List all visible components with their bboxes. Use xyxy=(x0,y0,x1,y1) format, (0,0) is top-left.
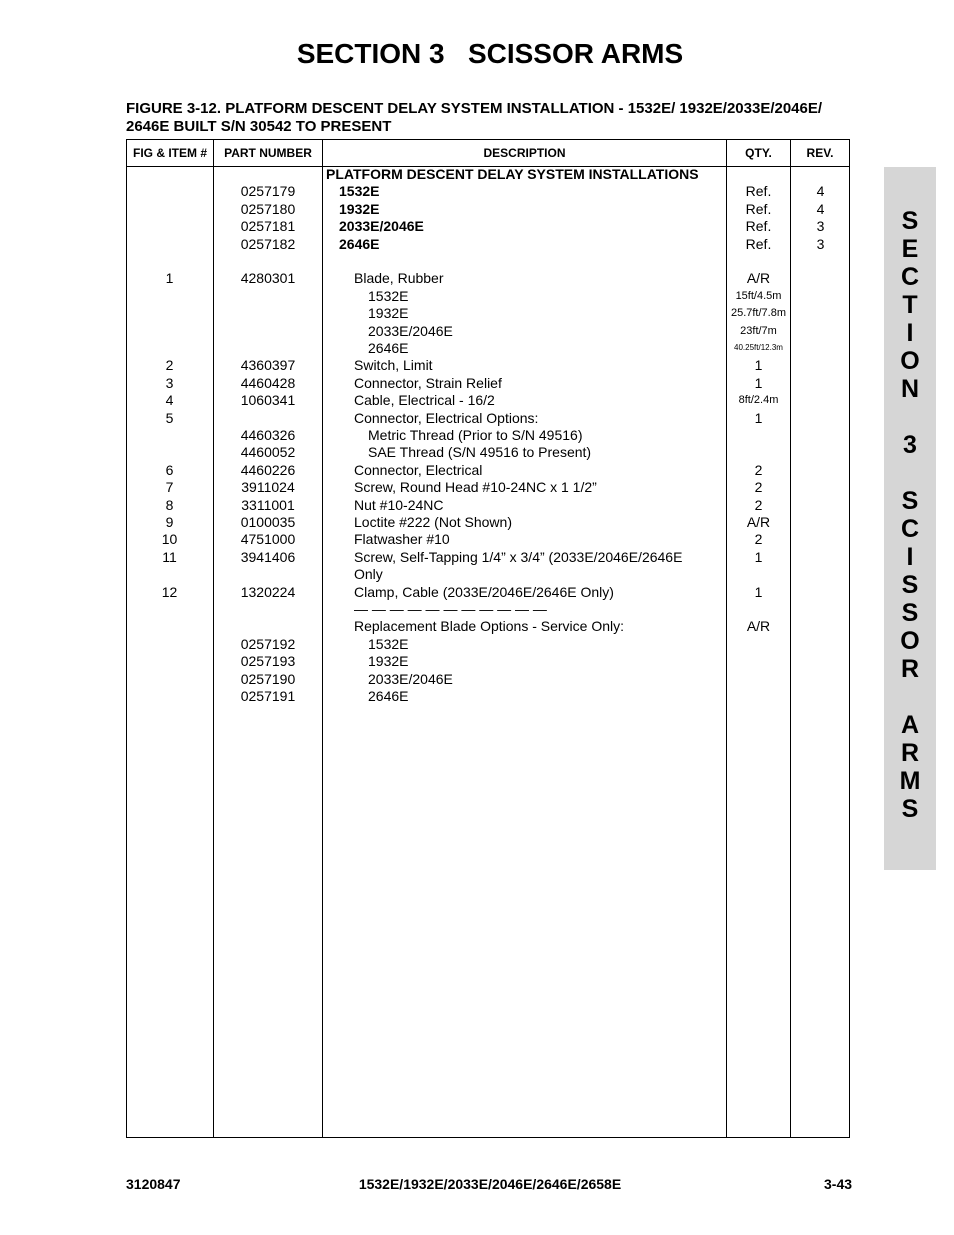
cell-description: Nut #10-24NC xyxy=(354,497,444,513)
table-row xyxy=(126,652,850,670)
figure-title-line1: FIGURE 3-12. PLATFORM DESCENT DELAY SYSTEM INSTALLATION - 1532E/ 1932E/2033E/2046E/ xyxy=(126,100,823,117)
cell-description: Only xyxy=(354,566,383,582)
cell-quantity: Ref. xyxy=(745,183,772,199)
cell-part-number: 0257182 xyxy=(240,236,296,252)
side-tab-letter: O xyxy=(900,347,920,375)
cell-item-number: 5 xyxy=(165,410,174,426)
cell-description: 2033E/2046E xyxy=(339,218,424,234)
footer-page-number: 3-43 xyxy=(824,1176,853,1192)
cell-part-number: 0100035 xyxy=(240,514,296,530)
cell-quantity: 23ft/7m xyxy=(740,325,777,337)
cell-revision: 3 xyxy=(816,218,825,234)
table-row xyxy=(126,513,850,531)
table-row xyxy=(126,600,850,618)
table-row xyxy=(126,461,850,479)
table-row xyxy=(126,356,850,374)
cell-description: Clamp, Cable (2033E/2046E/2646E Only) xyxy=(354,584,614,600)
cell-description: Screw, Self-Tapping 1/4” x 3/4” (2033E/2046E/2646E xyxy=(354,549,683,565)
cell-description: 2033E/2046E xyxy=(368,323,453,339)
cell-part-number: 3941406 xyxy=(240,549,296,565)
cell-quantity: 1 xyxy=(754,375,763,391)
cell-part-number: 4460428 xyxy=(240,375,296,391)
table-row xyxy=(126,670,850,688)
header-item: FIG & ITEM # xyxy=(132,146,207,160)
table-row xyxy=(126,443,850,461)
cell-item-number: 10 xyxy=(161,531,178,547)
cell-part-number: 0257191 xyxy=(240,688,296,704)
cell-part-number: 4280301 xyxy=(240,270,296,286)
header-description: DESCRIPTION xyxy=(483,146,566,160)
cell-quantity: 2 xyxy=(754,497,763,513)
cell-part-number: 4460052 xyxy=(240,444,296,460)
cell-part-number: 4360397 xyxy=(240,357,296,373)
side-tab-letter: R xyxy=(900,655,920,683)
side-tab-letter: S xyxy=(901,795,919,823)
cell-quantity: Ref. xyxy=(745,236,772,252)
side-tab-letter: 3 xyxy=(903,431,917,459)
cell-description: Loctite #222 (Not Shown) xyxy=(354,514,512,530)
table-row xyxy=(126,391,850,409)
cell-description: 1932E xyxy=(368,653,409,669)
cell-item-number: 11 xyxy=(162,549,177,565)
cell-description: Cable, Electrical - 16/2 xyxy=(354,392,495,408)
table-row xyxy=(126,583,850,601)
cell-description: 1932E xyxy=(368,305,409,321)
side-tab-letter: I xyxy=(906,543,914,571)
table-row xyxy=(126,548,850,566)
cell-part-number: 0257179 xyxy=(240,183,296,199)
cell-item-number: 2 xyxy=(165,357,174,373)
cell-part-number: 1060341 xyxy=(240,392,296,408)
side-tab-letter xyxy=(884,403,936,431)
cell-quantity: 2 xyxy=(754,462,763,478)
cell-quantity: A/R xyxy=(746,270,771,286)
cell-item-number: 12 xyxy=(161,584,178,600)
cell-description: 2033E/2046E xyxy=(368,671,453,687)
table-row xyxy=(126,565,850,583)
cell-description: Screw, Round Head #10-24NC x 1 1/2” xyxy=(354,479,597,495)
cell-description: 1932E xyxy=(339,201,380,217)
side-tab-letter xyxy=(884,459,936,487)
cell-description: Blade, Rubber xyxy=(354,270,444,286)
cell-part-number: 3311001 xyxy=(241,497,295,513)
table-row xyxy=(126,478,850,496)
table-row xyxy=(126,374,850,392)
cell-description: Connector, Electrical xyxy=(354,462,483,478)
cell-item-number: 8 xyxy=(165,497,174,513)
cell-description: — — — — — — — — — — — xyxy=(354,601,547,617)
table-row xyxy=(126,322,850,340)
cell-description: 1532E xyxy=(368,636,409,652)
cell-description: Flatwasher #10 xyxy=(354,531,450,547)
footer-doc-number: 3120847 xyxy=(126,1176,181,1192)
cell-description: 1532E xyxy=(339,183,380,199)
side-tab-letter: O xyxy=(900,627,920,655)
side-tab-letter: S xyxy=(901,207,919,235)
side-tab-letter xyxy=(884,683,936,711)
table-row xyxy=(126,304,850,322)
table-row xyxy=(126,687,850,705)
table-row xyxy=(126,496,850,514)
table-row xyxy=(126,617,850,635)
cell-quantity: Ref. xyxy=(745,218,772,234)
footer-models: 1532E/1932E/2033E/2046E/2646E/2658E xyxy=(358,1176,622,1192)
table-row xyxy=(126,287,850,305)
cell-item-number: 7 xyxy=(165,479,174,495)
cell-part-number: 0257193 xyxy=(240,653,296,669)
cell-description: Replacement Blade Options - Service Only: xyxy=(354,618,625,634)
cell-part-number: 4460226 xyxy=(240,462,296,478)
side-tab-text xyxy=(884,167,936,823)
figure-title xyxy=(126,100,866,136)
cell-part-number: 3911024 xyxy=(241,479,295,495)
table-row xyxy=(126,269,850,287)
table-row xyxy=(126,217,850,235)
section-title: SECTION 3 SCISSOR ARMS xyxy=(296,38,684,69)
cell-quantity: 15ft/4.5m xyxy=(735,290,782,302)
cell-description: Switch, Limit xyxy=(354,357,433,373)
side-tab-letter: S xyxy=(901,487,919,515)
section-side-tab xyxy=(884,167,936,870)
cell-quantity: 2 xyxy=(754,531,763,547)
table-row xyxy=(126,635,850,653)
cell-item-number: 9 xyxy=(165,514,174,530)
figure-title-line2: 2646E BUILT S/N 30542 TO PRESENT xyxy=(126,118,392,135)
cell-item-number: 6 xyxy=(165,462,174,478)
cell-description: 2646E xyxy=(368,688,409,704)
cell-revision: 3 xyxy=(816,236,825,252)
cell-quantity: 25.7ft/7.8m xyxy=(730,307,787,319)
cell-quantity: 8ft/2.4m xyxy=(738,394,779,406)
cell-quantity: 2 xyxy=(754,479,763,495)
table-row xyxy=(126,200,850,218)
cell-description: SAE Thread (S/N 49516 to Present) xyxy=(368,444,592,460)
side-tab-letter: S xyxy=(901,599,919,627)
cell-part-number: 4751000 xyxy=(240,531,296,547)
cell-part-number: 4460326 xyxy=(240,427,296,443)
cell-item-number: 3 xyxy=(165,375,174,391)
side-tab-letter: A xyxy=(900,711,920,739)
cell-quantity: A/R xyxy=(746,618,771,634)
cell-description: 2646E xyxy=(368,340,409,356)
cell-part-number: 0257190 xyxy=(240,671,296,687)
side-tab-letter: E xyxy=(901,235,919,263)
table-row xyxy=(126,182,850,200)
cell-item-number: 4 xyxy=(165,392,174,408)
side-tab-letter: S xyxy=(901,571,919,599)
side-tab-letter: N xyxy=(900,375,920,403)
cell-description: PLATFORM DESCENT DELAY SYSTEM INSTALLATIONS xyxy=(326,166,699,182)
cell-quantity: 1 xyxy=(754,410,763,426)
cell-description: Connector, Electrical Options: xyxy=(354,410,539,426)
cell-quantity: 40.25ft/12.3m xyxy=(734,343,783,352)
cell-description: Metric Thread (Prior to S/N 49516) xyxy=(368,427,583,443)
cell-quantity: 1 xyxy=(754,584,763,600)
side-tab-letter: I xyxy=(906,319,914,347)
side-tab-letter: C xyxy=(900,515,920,543)
cell-quantity: Ref. xyxy=(745,201,772,217)
cell-part-number: 0257180 xyxy=(240,201,296,217)
table-row xyxy=(126,409,850,427)
cell-description: 1532E xyxy=(368,288,409,304)
cell-revision: 4 xyxy=(816,201,825,217)
table-row xyxy=(126,426,850,444)
cell-part-number: 0257192 xyxy=(240,636,296,652)
table-row xyxy=(126,339,850,357)
cell-revision: 4 xyxy=(816,183,825,199)
cell-part-number: 1320224 xyxy=(240,584,296,600)
side-tab-letter: R xyxy=(900,739,920,767)
header-rev: REV. xyxy=(806,146,834,160)
header-qty: QTY. xyxy=(745,146,772,160)
cell-quantity: 1 xyxy=(754,549,763,565)
cell-item-number: 1 xyxy=(165,270,174,286)
cell-quantity: 1 xyxy=(754,357,763,373)
cell-description: 2646E xyxy=(339,236,380,252)
side-tab-letter: C xyxy=(900,263,920,291)
cell-quantity: A/R xyxy=(746,514,771,530)
table-row xyxy=(126,165,850,183)
side-tab-letter: T xyxy=(902,291,918,319)
table-row xyxy=(126,235,850,253)
cell-part-number: 0257181 xyxy=(240,218,296,234)
table-row xyxy=(126,530,850,548)
side-tab-letter: M xyxy=(899,767,921,795)
header-part-number: PART NUMBER xyxy=(224,146,312,160)
cell-description: Connector, Strain Relief xyxy=(354,375,502,391)
